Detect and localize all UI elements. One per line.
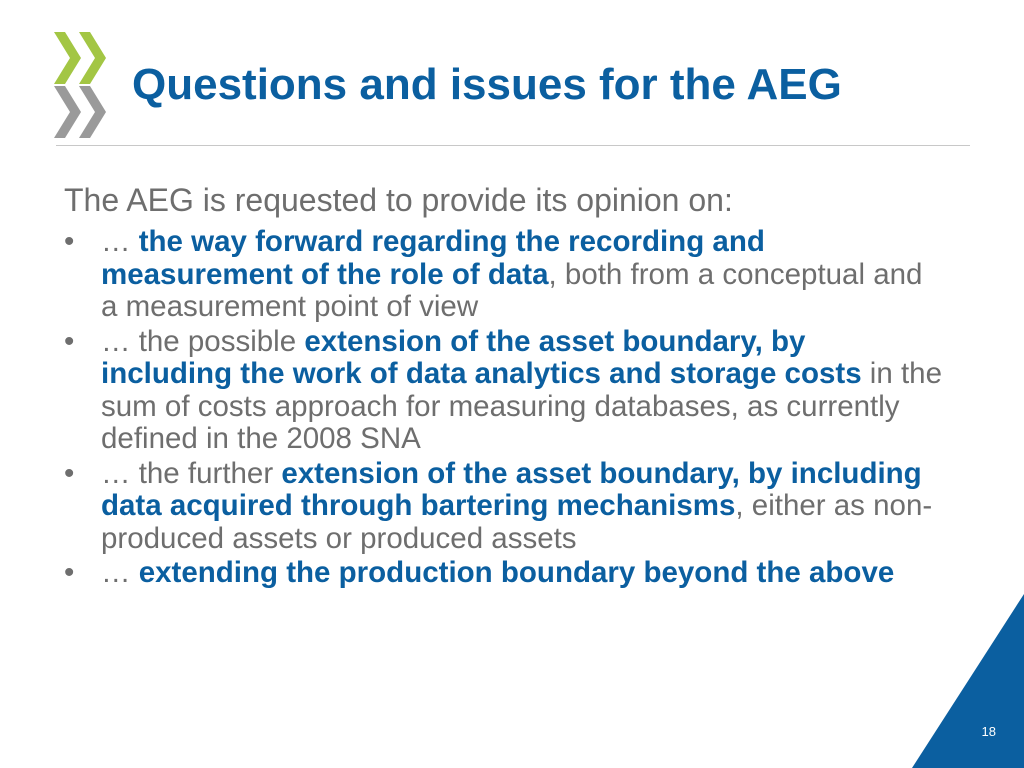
title-divider — [56, 145, 970, 146]
slide-title: Questions and issues for the AEG — [132, 60, 842, 109]
bullet-post-text: in the sum of costs approach for measuring databases, as currently defined in the 2008 SNA — [101, 357, 942, 455]
corner-triangle-shape — [912, 594, 1024, 768]
bullet-pre-text: … — [101, 556, 139, 589]
logo-gray-chevron-right — [79, 86, 106, 138]
intro-text: The AEG is requested to provide its opinion on: — [64, 182, 733, 218]
bullet-pre-text: … — [101, 225, 139, 258]
bullet-list — [64, 226, 944, 590]
bullet-pre-text: … the further — [101, 456, 282, 490]
bullet-highlight-text: extending the production boundary beyond the above — [138, 556, 895, 589]
bullet-item — [64, 458, 944, 556]
bullet-post-text: , both from a conceptual and a measurement point of view — [101, 257, 923, 323]
bullet-post-text: , either as non-produced assets or produced assets — [101, 489, 933, 555]
bullet-marker: • — [64, 225, 75, 258]
bullet-item — [64, 557, 944, 590]
bullet-highlight-text: extension of the asset boundary, by including data acquired through bartering mechanisms — [101, 456, 922, 522]
slide-body — [64, 180, 944, 592]
oecd-chevron-logo-icon — [54, 32, 110, 140]
bullet-marker: • — [64, 456, 75, 490]
logo-green-chevron-right — [79, 32, 106, 84]
bullet-pre-text: … the possible — [101, 324, 305, 358]
bullet-marker: • — [64, 324, 75, 358]
bullet-item — [64, 226, 944, 324]
page-number: 18 — [981, 724, 996, 739]
logo-gray-chevron-left — [54, 86, 81, 138]
corner-triangle-decoration — [912, 594, 1024, 768]
bullet-item — [64, 326, 944, 456]
bullet-highlight-text: the way forward regarding the recording and measurement of the role of data — [101, 225, 765, 291]
logo-green-chevron-left — [54, 32, 81, 84]
bullet-highlight-text: extension of the asset boundary, by including the work of data analytics and storage costs — [101, 324, 862, 390]
bullet-marker: • — [64, 556, 75, 589]
